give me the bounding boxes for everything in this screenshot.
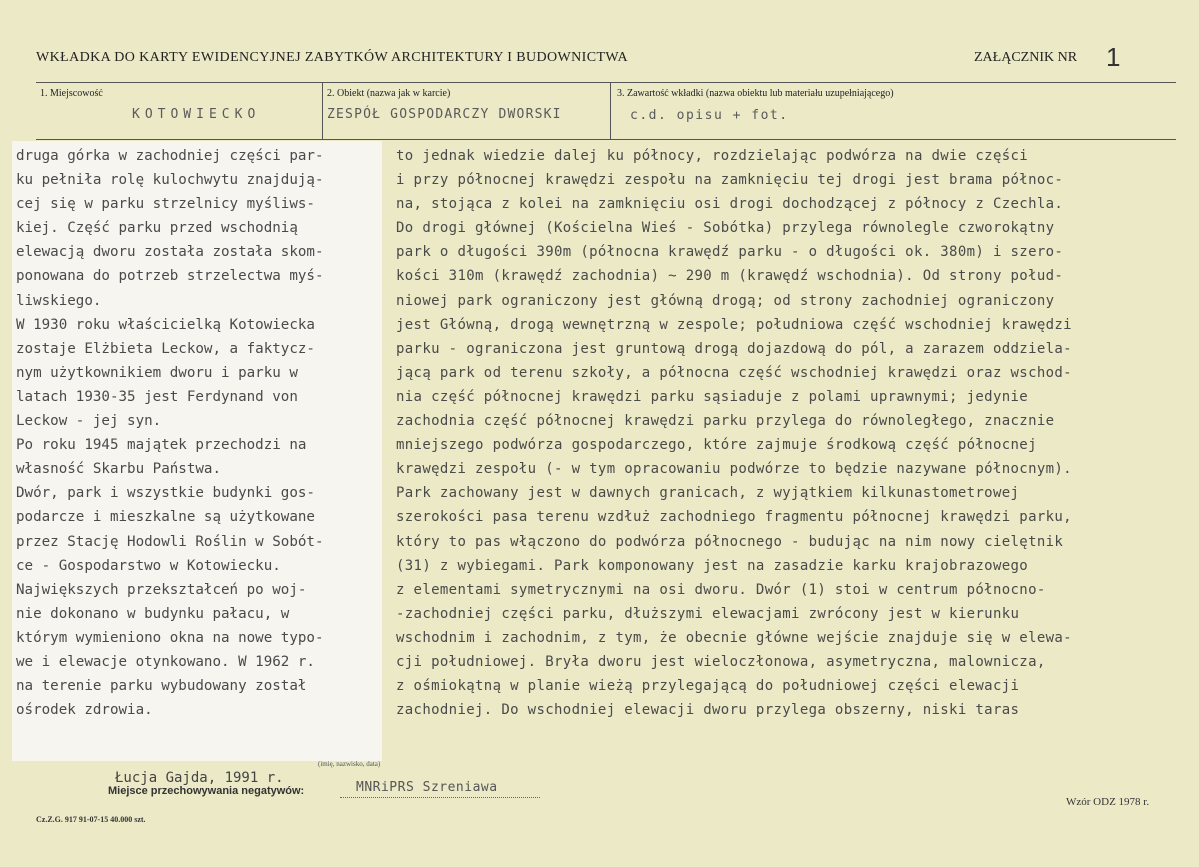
form-model: Wzór ODZ 1978 r. — [1066, 796, 1150, 808]
right-line: zachodnia część północnej krawędzi parku przylega do równoległego, znacznie — [396, 413, 1055, 430]
field-divider-1 — [322, 82, 323, 139]
form-title: WKŁADKA DO KARTY EWIDENCYJNEJ ZABYTKÓW ARCHITEKTURY I BUDOWNICTWA — [36, 50, 628, 65]
right-line: cji południowej. Bryła dworu jest wieloczłonowa, asymetryczna, malownicza, — [396, 653, 1046, 670]
left-line: Leckow - jej syn. — [16, 413, 162, 430]
right-line: jest Główną, drogą wewnętrzną w zespole; południowa część wschodniej krawędzi — [396, 316, 1072, 333]
left-line: ce - Gospodarstwo w Kotowiecku. — [16, 557, 281, 574]
right-line: mniejszego podwórza gospodarczego, które zajmuje środkową część północnej — [396, 437, 1037, 454]
field-3-label: 3. Zawartość wkładki (nazwa obiektu lub materiału uzupełniającego) — [617, 88, 894, 99]
left-line: elewacją dworu została została skom- — [16, 244, 324, 261]
right-line: szerokości pasa terenu wzdłuż zachodniego fragmentu północnej krawędzi parku, — [396, 509, 1072, 526]
left-line: ośrodek zdrowia. — [16, 702, 153, 719]
field-1-label: 1. Miejscowość — [40, 88, 103, 99]
negatives-label: Miejsce przechowywania negatywów: — [108, 785, 305, 797]
field-divider-2 — [610, 82, 611, 139]
right-line: i przy północnej krawędzi zespołu na zamknięciu tej drogi jest brama północ- — [396, 172, 1064, 189]
left-line: Po roku 1945 majątek przechodzi na — [16, 437, 307, 454]
left-line: we i elewacje otynkowano. W 1962 r. — [16, 653, 315, 670]
right-line: jącą park od terenu szkoły, a północna część wschodniej krawędzi oraz wschod- — [396, 364, 1072, 381]
author-signature: Łucja Gajda, 1991 r. — [115, 770, 284, 786]
right-line: to jednak wiedzie dalej ku północy, rozdzielając podwórza na dwie części — [396, 148, 1029, 164]
left-line: nym użytkownikiem dworu i parku w — [16, 364, 298, 381]
print-info: Cz.Z.G. 917 91-07-15 40.000 szt. — [36, 815, 146, 824]
left-line: nie dokonano w budynku pałacu, w — [16, 605, 290, 622]
right-line: zachodniej. Do wschodniej elewacji dworu przylega obszerny, niski taras — [396, 702, 1020, 719]
left-line: W 1930 roku właścicielką Kotowiecka — [16, 316, 315, 333]
right-line: niowej park ograniczony jest główną drogą; od strony zachodniej ograniczony — [396, 292, 1055, 309]
right-line: -zachodniej części parku, dłuższymi elewacjami zwrócony jest w kierunku — [396, 605, 1020, 622]
right-line: (31) z wybiegami. Park komponowany jest na zasadzie karku krajobrazowego — [396, 557, 1029, 574]
field-2-label: 2. Obiekt (nazwa jak w karcie) — [327, 88, 451, 99]
negatives-dotted-line — [340, 797, 540, 798]
left-line: Największych przekształceń po woj- — [16, 581, 307, 598]
left-line: własność Skarbu Państwa. — [16, 461, 221, 478]
right-line: Park zachowany jest w dawnych granicach, z wyjątkiem kilkunastometrowej — [396, 485, 1020, 502]
right-text-column — [396, 144, 1072, 722]
author-hint: (imię, nazwisko, data) — [318, 760, 381, 768]
right-line: kości 310m (krawędź zachodnia) ~ 290 m (krawędź wschodnia). Od strony połud- — [396, 268, 1064, 285]
left-line: przez Stację Hodowli Roślin w Sobót- — [16, 533, 324, 550]
field-3-value: c.d. opisu + fot. — [630, 108, 789, 123]
left-line: kiej. Część parku przed wschodnią — [16, 220, 298, 237]
field-1-value: KOTOWIECKO — [132, 107, 261, 122]
right-line: wschodnim i zachodnim, z tym, że obecnie główne wejście znajduje się w elewa- — [396, 629, 1072, 646]
left-line: cej się w parku strzelnicy myśliws- — [16, 196, 315, 213]
left-line: ku pełniła rolę kulochwytu znajdują- — [16, 172, 324, 189]
left-text-column — [16, 144, 324, 722]
right-line: parku - ograniczona jest gruntową drogą dojazdową do pól, a zarazem oddziela- — [396, 340, 1072, 357]
left-line: latach 1930-35 jest Ferdynand von — [16, 388, 298, 405]
negatives-value: MNRiPRS Szreniawa — [356, 780, 498, 795]
left-line: zostaje Elżbieta Leckow, a faktycz- — [16, 340, 315, 357]
left-line: podarcze i mieszkalne są użytkowane — [16, 509, 315, 526]
left-line: którym wymieniono okna na nowe typo- — [16, 629, 324, 646]
annex-label: ZAŁĄCZNIK NR — [974, 50, 1078, 65]
right-line: z elementami symetrycznymi na osi dworu. Dwór (1) stoi w centrum północno- — [396, 581, 1046, 598]
left-line: Dwór, park i wszystkie budynki gos- — [16, 485, 315, 502]
left-line: druga górka w zachodniej części par- — [16, 148, 324, 164]
left-line: ponowana do potrzeb strzelectwa myś- — [16, 268, 324, 285]
fields-bottom-rule — [36, 139, 1176, 140]
right-line: nia część północnej krawędzi parku sąsiaduje z polami uprawnymi; jedynie — [396, 388, 1029, 405]
right-line: Do drogi głównej (Kościelna Wieś - Sobótka) przylega równolegle czworokątny — [396, 220, 1055, 237]
left-line: na terenie parku wybudowany został — [16, 678, 307, 695]
left-line: liwskiego. — [16, 292, 102, 309]
right-line: który to pas włączono do podwórza północnego - budując na nim nowy cielętnik — [396, 533, 1064, 550]
right-line: z ośmiokątną w planie wieżą przylegającą do południowej części elewacji — [396, 678, 1020, 695]
field-2-value: ZESPÓŁ GOSPODARCZY DWORSKI — [327, 107, 562, 122]
right-line: na, stojąca z kolei na zamknięciu osi drogi dochodzącej z północy z Czechla. — [396, 196, 1064, 213]
top-rule — [36, 82, 1176, 83]
right-line: park o długości 390m (północna krawędź parku - o długości ok. 380m) i szero- — [396, 244, 1064, 261]
annex-number: 1 — [1106, 42, 1121, 72]
right-line: krawędzi zespołu (- w tym opracowaniu podwórze to będzie nazywane północnym). — [396, 461, 1072, 478]
